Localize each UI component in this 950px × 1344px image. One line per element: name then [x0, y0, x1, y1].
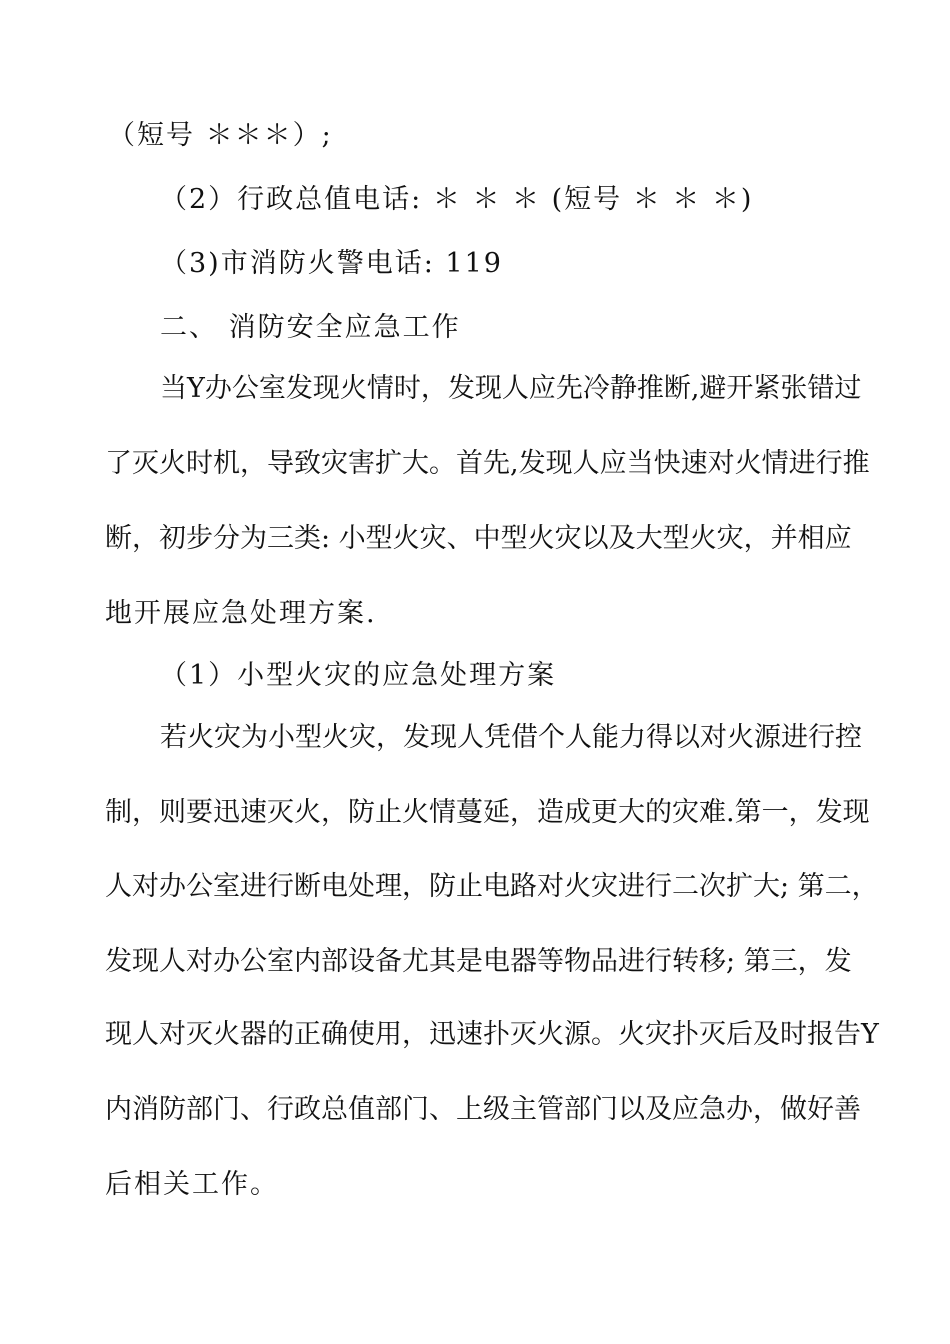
text-line-short-number: （短号 ＊＊＊）; [108, 120, 333, 151]
paragraph-line: 现人对灭火器的正确使用，迅速扑灭火源。火灾扑灭后及时报告Y [105, 1019, 879, 1050]
paragraph-line: 人对办公室进行断电处理，防止电路对火灾进行二次扩大; 第二， [105, 871, 879, 902]
text-line-admin-phone: （2）行政总值电话: ＊ ＊ ＊ (短号 ＊ ＊ ＊) [160, 184, 754, 215]
subsection-heading: （1）小型火灾的应急处理方案 [160, 660, 557, 691]
paragraph-line: 断，初步分为三类: 小型火灾、中型火灾以及大型火灾，并相应 [105, 523, 852, 554]
paragraph-line: 发现人对办公室内部设备尤其是电器等物品进行转移; 第三，发 [105, 946, 852, 977]
paragraph-line: 了灭火时机，导致灾害扩大。首先,发现人应当快速对火情进行推 [105, 448, 870, 479]
paragraph-line: 内消防部门、行政总值部门、上级主管部门以及应急办，做好善 [105, 1094, 861, 1125]
paragraph-line: 若火灾为小型火灾，发现人凭借个人能力得以对火源进行控 [160, 722, 862, 753]
paragraph-line: 地开展应急处理方案. [105, 598, 377, 629]
paragraph-line: 后相关工作。 [105, 1169, 279, 1200]
paragraph-line: 当Y办公室发现火情时，发现人应先冷静推断,避开紧张错过 [160, 373, 862, 404]
paragraph-line: 制，则要迅速灭火，防止火情蔓延，造成更大的灾难.第一，发现 [105, 797, 870, 828]
text-line-fire-phone: （3)市消防火警电话: 119 [160, 248, 503, 279]
section-heading: 二、 消防安全应急工作 [160, 312, 461, 343]
